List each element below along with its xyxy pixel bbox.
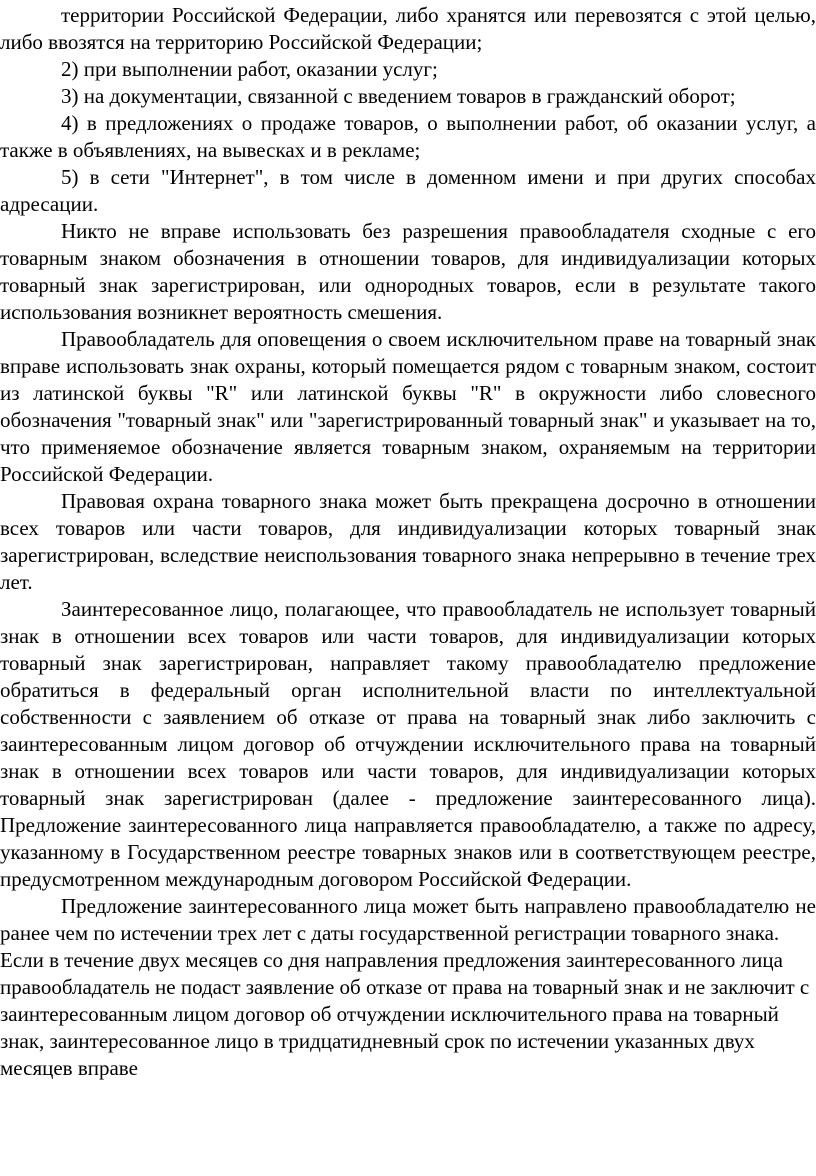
paragraph-6: Никто не вправе использовать без разрешения правообладателя сходные с его товарным знаком обозначения в отношении товаров, для индивидуализации которых товарный знак зарегистрирован, или однородных товаров, если в результате такого использования возникнет вероятность смешения. (0, 219, 816, 324)
paragraph-2: 2) при выполнении работ, оказании услуг; (61, 57, 438, 81)
paragraph-3: 3) на документации, связанной с введением товаров в гражданский оборот; (61, 84, 736, 108)
paragraph-5: 5) в сети "Интернет", в том числе в доменном имени и при других способах адресации. (0, 165, 816, 216)
paragraph-9: Заинтересованное лицо, полагающее, что правообладатель не использует товарный знак в отношении всех товаров или части товаров, для индивидуализации которых товарный знак зарегистрирован, направляет такому правообладателю предложение обратиться в федеральный орган исполнительной власти по интеллектуальной собственности с заявлением об отказе от права на товарный знак либо заключить с заинтересованным лицом договор об отчуждении исключительного права на товарный знак в отношении всех товаров или части товаров, для индивидуализации которых товарный знак зарегистрирован (далее - предложение заинтересованного лица). Предложение заинтересованного лица направляется правообладателю, а также по адресу, указанному в Государственном реестре товарных знаков или в соответствующем реестре, предусмотренном международным договором Российской Федерации. (0, 597, 816, 891)
paragraph-8: Правовая охрана товарного знака может быть прекращена досрочно в отношении всех товаров или части товаров, для индивидуализации которых товарный знак зарегистрирован, вследствие неиспользования товарного знака непрерывно в течение трех лет. (0, 489, 816, 594)
paragraph-1: территории Российской Федерации, либо хранятся или перевозятся с этой целью, либо ввозятся на территорию Российской Федерации; (0, 3, 816, 54)
paragraph-11: Если в течение двух месяцев со дня направления предложения заинтересованного лица правообладатель не подаст заявление об отказе от права на товарный знак и не заключит с заинтересованным лицом договор об отчуждении исключительного права на товарный знак, заинтересованное лицо в тридцатидневный срок по истечении указанных двух месяцев вправе (0, 948, 810, 1080)
paragraph-10: Предложение заинтересованного лица может быть направлено правообладателю не ранее чем по истечении трех лет с даты государственной регистрации товарного знака. (0, 894, 816, 945)
paragraph-4: 4) в предложениях о продаже товаров, о выполнении работ, об оказании услуг, а также в объявлениях, на вывесках и в рекламе; (0, 111, 816, 162)
paragraph-7: Правообладатель для оповещения о своем исключительном праве на товарный знак вправе использовать знак охраны, который помещается рядом с товарным знаком, состоит из латинской буквы "R" или латинской буквы "R" в окружности либо словесного обозначения "товарный знак" или "зарегистрированный товарный знак" и указывает на то, что применяемое обозначение является товарным знаком, охраняемым на территории Российской Федерации. (0, 327, 816, 486)
